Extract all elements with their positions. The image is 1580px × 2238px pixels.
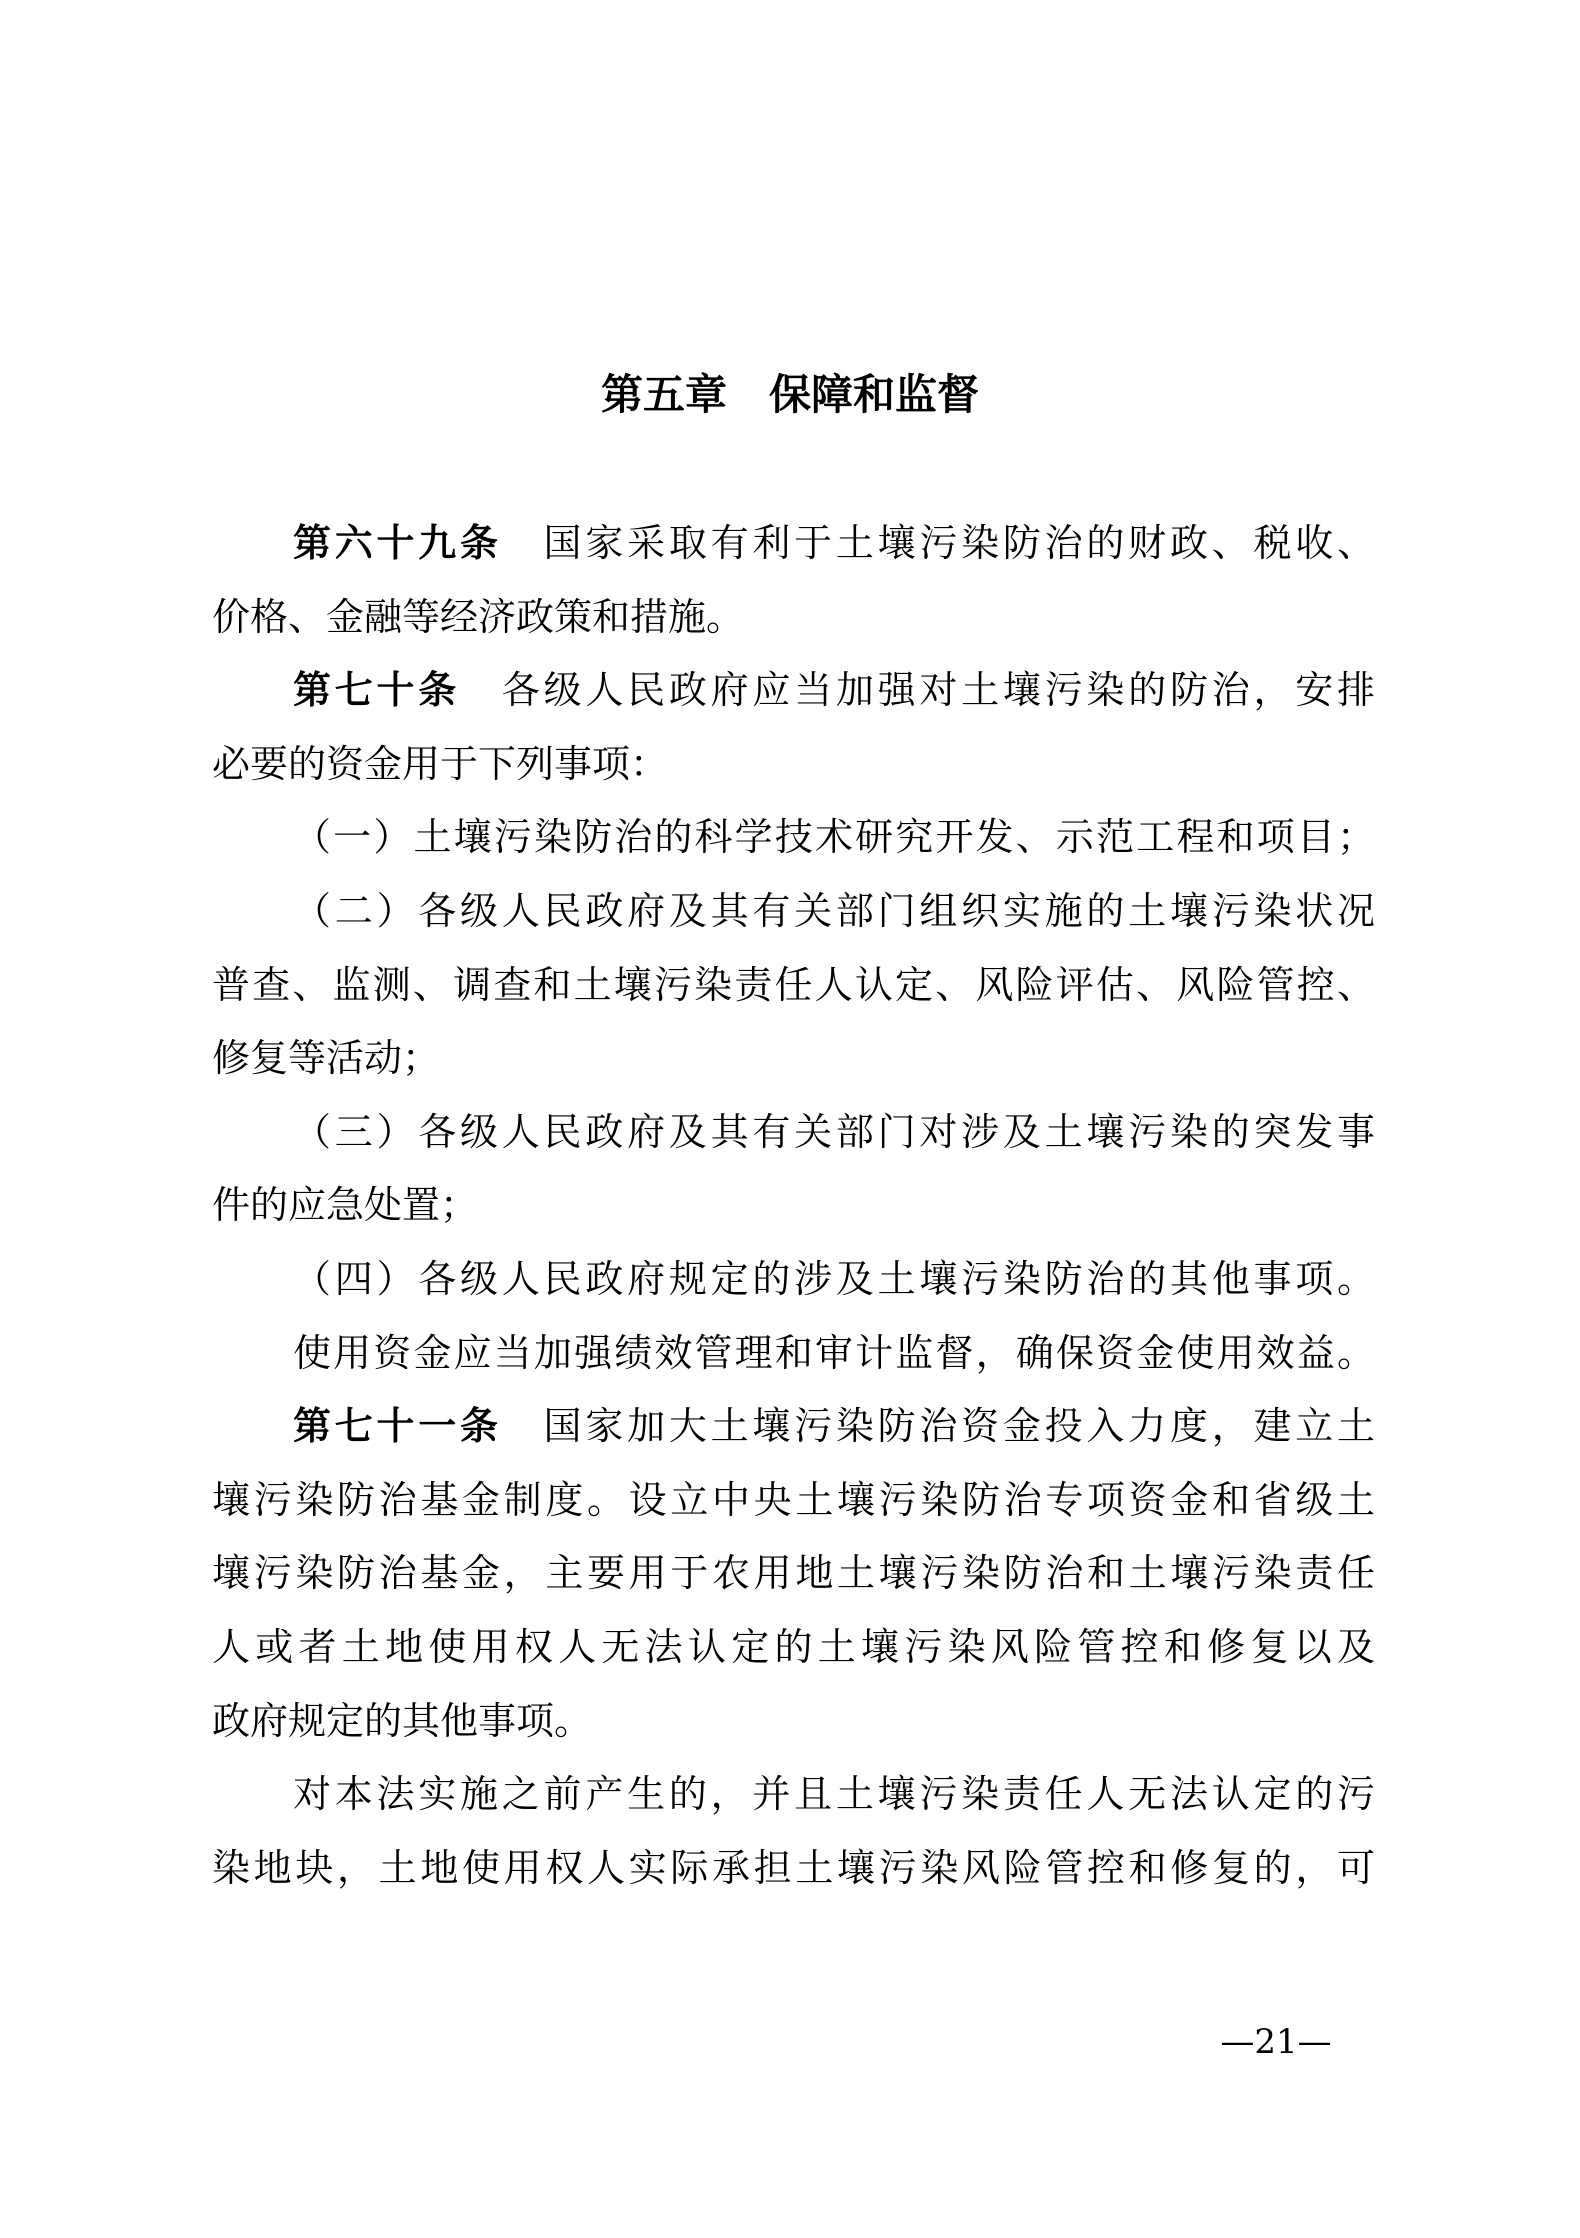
- text-line: [293, 881, 1375, 941]
- text-line: [293, 1323, 1375, 1383]
- line-text: 必要的资金用于下列事项：: [212, 741, 669, 786]
- text-line: [212, 955, 1375, 1015]
- line-text: 对本法实施之前产生的，并且土壤污染责任人无法认定的污: [293, 1772, 1375, 1817]
- text-line: [212, 1617, 1375, 1677]
- page-number: —21—: [1220, 2022, 1332, 2062]
- text-line: [212, 1838, 1375, 1898]
- article-heading-line: [293, 1396, 1375, 1456]
- text-line: [212, 1175, 1375, 1235]
- line-text: 政府规定的其他事项。: [212, 1698, 593, 1743]
- text-line: [212, 1028, 1375, 1088]
- line-text: 件的应急处置；: [212, 1183, 479, 1228]
- chapter-title: 第五章 保障和监督: [600, 370, 979, 419]
- line-text: 使用资金应当加强绩效管理和审计监督，确保资金使用效益。: [293, 1330, 1375, 1375]
- line-text: 染地块，土地使用权人实际承担土壤污染风险管控和修复的，可: [212, 1845, 1375, 1890]
- text-line: [212, 1543, 1375, 1603]
- text-line: [212, 587, 1375, 647]
- text-line: [212, 1691, 1375, 1751]
- line-text: 各级人民政府应当加强对土壤污染的防治，安排: [460, 668, 1375, 713]
- article-number: 第六十九条: [293, 521, 502, 565]
- line-text: 修复等活动；: [212, 1036, 441, 1081]
- line-text: 国家加大土壤污染防治资金投入力度，建立土: [501, 1404, 1375, 1449]
- line-text: 壤污染防治基金制度。设立中央土壤污染防治专项资金和省级土: [212, 1477, 1375, 1522]
- article-heading-line: [293, 513, 1375, 573]
- text-line: [293, 1764, 1375, 1824]
- text-line: [293, 1249, 1375, 1309]
- line-text: 价格、金融等经济政策和措施。: [212, 594, 745, 639]
- line-text: （二）各级人民政府及其有关部门组织实施的土壤污染状况: [293, 889, 1375, 933]
- article-number: 第七十条: [293, 668, 461, 713]
- line-text: 人或者土地使用权人无法认定的土壤污染风险管控和修复以及: [212, 1625, 1375, 1669]
- line-text: （四）各级人民政府规定的涉及土壤污染防治的其他事项。: [293, 1257, 1375, 1301]
- text-line: [212, 1470, 1375, 1530]
- line-text: 国家采取有利于土壤污染防治的财政、税收、: [501, 521, 1375, 565]
- line-text: （三）各级人民政府及其有关部门对涉及土壤污染的突发事: [293, 1109, 1375, 1154]
- article-heading-line: [293, 660, 1375, 720]
- line-text: 壤污染防治基金，主要用于农用地土壤污染防治和土壤污染责任: [212, 1551, 1375, 1596]
- article-number: 第七十一条: [293, 1404, 502, 1449]
- text-line: [293, 807, 1375, 867]
- text-line: [293, 1102, 1375, 1162]
- line-text: （一）土壤污染防治的科学技术研究开发、示范工程和项目；: [293, 815, 1375, 860]
- text-line: [212, 734, 1375, 794]
- line-text: 普查、监测、调查和土壤污染责任人认定、风险评估、风险管控、: [212, 962, 1375, 1007]
